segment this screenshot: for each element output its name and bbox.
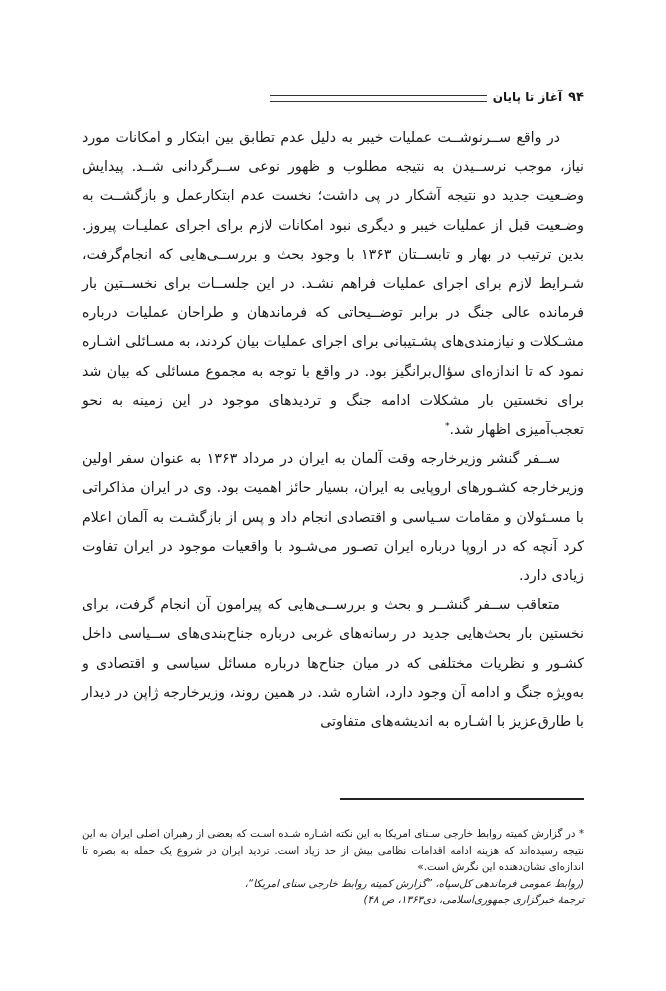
- paragraph-3: متعاقب ســفر گنشــر و بحث و بررســی‌هایی که پیرامون آن انجام گرفت، برای نخستین بار بحث‌هایی جدید در رسانه‌های غربی درباره جناح‌بندی‌های ســیاسی داخل کشـور و نظریات مختلفی که در میان جناح‌ها درباره مسائل سیاسی و اقتصادی و به‌ویژه جنگ و ادامه آن وجود دارد، اشاره شد. در همین روند، وزیرخارجه ژاپن در دیدار با طارق‌عزیز با اشـاره به اندیشه‌های متفاوتی: [82, 597, 584, 731]
- paragraph-1-text: در واقع ســرنوشــت عملیات خیبر به دلیل عدم تطابق بین ابتکار و امکانات مورد نیاز، موجب نرســیدن به نتیجه مطلوب و ظهور نوعی ســرگردانی شــد. پیدایش وضـعیت جدید دو نتیجه آشکار در پی داشت؛ نخست عدم ابتکارعمل و بازگشــت به وضـعیت قبل از عملیات خیبر و دیگری نبود امکانات لازم برای اجرای عملیـات پیروز. بدین ترتیب در بهار و تابســتان ۱۳۶۳ با وجود بحث و بررســی‌هایی که انجام‌گرفت، شـرایط لازم برای اجرای عملیات فراهم نشـد. در این جلســات برای نخســتین بار فرمانده عالی جنگ در برابر توضــیحاتی که فرماندهان و طراحان عملیات درباره مشـکلات و نیازمندی‌های پشـتیبانی برای اجرای عملیات بیان کردند، به مسـائلی اشـاره نمود که تا اندازه‌ای سؤال‌برانگیز بود. در واقع با توجه به مجموع مسائلی که بیان شد برای نخستین بار مشکلات ادامه جنگ و تردیدهای موجود در این زمینه به نحو تعجب‌آمیزی اظهار شد.: [82, 130, 584, 439]
- body-text: [82, 124, 584, 737]
- footnote-source-line-2: ترجمهٔ خبرگزاری جمهوری‌اسلامی، دی۱۳۶۳، ص ۴۸): [363, 894, 584, 906]
- paragraph-1: [82, 124, 584, 445]
- footnote-reference-mark: *: [445, 421, 450, 432]
- page-number: ۹۴: [568, 89, 584, 105]
- footnote-source-line-1: (روابط عمومی فرماندهی کل‌سپاه، ”گزارش کمیته روابط خارجی سنای امریکا“،: [244, 877, 584, 890]
- running-header: [270, 88, 584, 106]
- header-rule: [270, 95, 487, 102]
- footnote-text: * در گزارش کمیته روابط خارجی سـنای امریکا به این نکته اشـاره شـده اسـت که بعضی از رهبران اصلی ایران به این نتیجه رسیده‌اند که هزینه ادامه اقدامات نظامی بیش از حد زیاد است. تردید ایران در شروع یک حمله به بصره تا اندازه‌ای نشان‌دهنده این نگرش است.»: [82, 828, 584, 873]
- running-title: آغاز تا پایان: [492, 90, 563, 104]
- paragraph-2: ســفر گنشر وزیرخارجه وقت آلمان به ایران در مرداد ۱۳۶۳ به عنوان سفر اولین وزیرخارجه کشـورهای اروپایی به ایران، بسیار حائز اهمیت بود. وی در ایران مذاکراتی با مسـئولان و مقامات سـیاسی و اقتصادی انجام داد و پس از بازگشـت به آلمان اعلام کرد آنچه که در اروپا درباره ایران تصـور می‌شـود با واقعیات موجود در ایران تفاوت زیادی دارد.: [82, 451, 584, 585]
- footnote: [82, 826, 584, 909]
- footnote-separator: [340, 798, 584, 800]
